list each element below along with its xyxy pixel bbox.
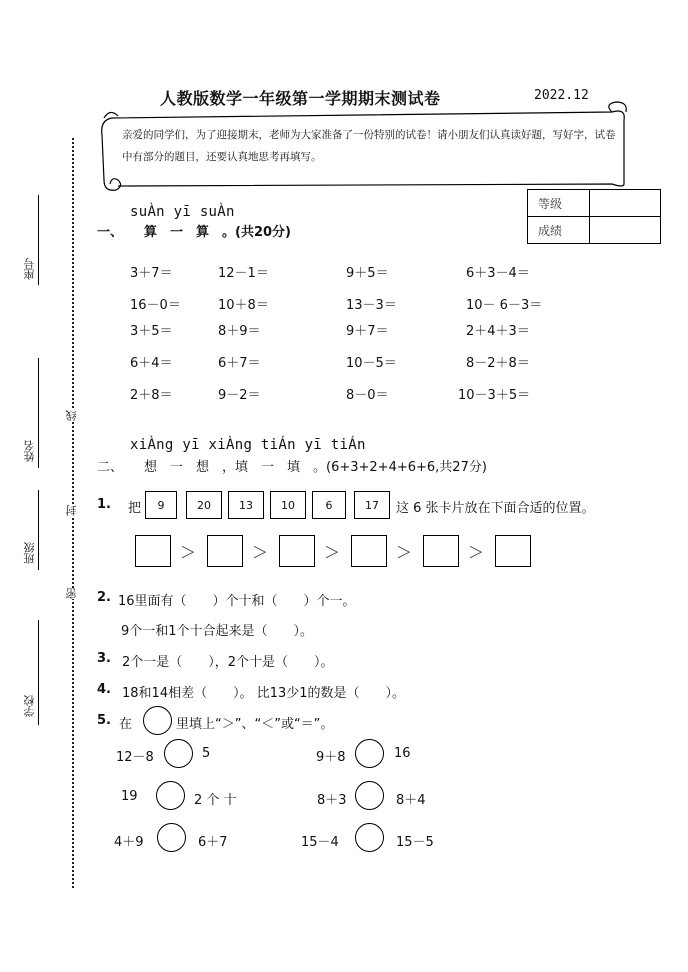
greater-than-sign: ＞ <box>324 543 341 562</box>
greater-than-sign: ＞ <box>252 543 269 562</box>
number-card: 17 <box>354 491 390 519</box>
expr-r3-c2: 8＋9＝ <box>218 324 261 339</box>
compare-left: 9＋8 <box>316 750 346 765</box>
q4-text: 18和14相差（ ）。 比13少1的数是（ ）。 <box>122 686 406 701</box>
q1-pre: 把 <box>128 501 142 516</box>
compare-left: 4＋9 <box>114 835 144 850</box>
grade-row <box>528 190 661 217</box>
q1-number: 1. <box>97 497 111 512</box>
compare-left: 8＋3 <box>317 793 347 808</box>
expr-r2-c4: 10－ 6－3＝ <box>466 298 543 313</box>
score-value[interactable] <box>590 217 661 244</box>
compare-circle[interactable] <box>355 739 384 768</box>
expr-r2-c3: 13－3＝ <box>346 298 397 313</box>
compare-right: 15－5 <box>396 835 434 850</box>
compare-circle[interactable] <box>355 823 384 852</box>
number-card: 9 <box>145 491 177 519</box>
section1-number: 一、 <box>97 225 124 240</box>
answer-box[interactable] <box>279 535 315 567</box>
answer-box[interactable] <box>135 535 171 567</box>
q2-number: 2. <box>97 590 111 605</box>
expr-r1-c2: 12－1＝ <box>218 266 269 281</box>
expr-r2-c1: 16－0＝ <box>130 298 181 313</box>
q4-number: 4. <box>97 682 111 697</box>
name-label: 姓名 <box>23 440 36 462</box>
q2-line1: 16里面有（ ）个十和（ ）个一。 <box>118 594 356 609</box>
compare-right: 16 <box>394 746 411 761</box>
expr-r3-c1: 3＋5＝ <box>130 324 173 339</box>
greater-than-sign: ＞ <box>396 543 413 562</box>
answer-box[interactable] <box>351 535 387 567</box>
school-write-line <box>38 620 39 725</box>
sample-circle <box>143 706 172 735</box>
q2-line2: 9个一和1个十合起来是（ ）。 <box>121 624 314 639</box>
number-card: 13 <box>228 491 264 519</box>
section2-number: 二、 <box>97 460 124 475</box>
expr-r5-c3: 8－0＝ <box>346 388 389 403</box>
seal-char-xian: 线 <box>65 410 78 421</box>
number-card: 10 <box>270 491 306 519</box>
compare-right: 5 <box>202 746 211 761</box>
number-card: 20 <box>186 491 222 519</box>
q5-pre: 在 <box>119 717 133 732</box>
section1-pinyin: suÀn yī suÀn <box>130 204 235 220</box>
seal-char-feng: 封 <box>65 505 78 516</box>
expr-r4-c2: 6＋7＝ <box>218 356 261 371</box>
grade-table <box>527 189 661 244</box>
expr-r2-c2: 10＋8＝ <box>218 298 269 313</box>
scroll-banner <box>0 0 688 200</box>
answer-box[interactable] <box>207 535 243 567</box>
grade-label: 等级 <box>528 190 590 217</box>
answer-box[interactable] <box>495 535 531 567</box>
expr-r4-c1: 6＋4＝ <box>130 356 173 371</box>
compare-circle[interactable] <box>156 781 185 810</box>
compare-circle[interactable] <box>164 739 193 768</box>
seat-write-line <box>38 195 39 285</box>
q1-post: 这 6 张卡片放在下面合适的位置。 <box>396 501 595 516</box>
expr-r5-c1: 2＋8＝ <box>130 388 173 403</box>
q5-number: 5. <box>97 713 111 728</box>
expr-r1-c4: 6＋3－4＝ <box>466 266 530 281</box>
class-label: 班级 <box>23 542 36 564</box>
greater-than-sign: ＞ <box>180 543 197 562</box>
page-title: 人教版数学一年级第一学期期末测试卷 <box>160 89 441 108</box>
section1-title: 算 一 算 。(共20分) <box>144 225 291 240</box>
grade-value[interactable] <box>590 190 661 217</box>
q3-text: 2个一是（ ），2个十是（ ）。 <box>122 655 334 670</box>
section2-title: 想 一 想 ，填 一 填 。(6+3+2+4+6+6,共27分) <box>144 460 487 475</box>
compare-right: 6＋7 <box>198 835 228 850</box>
exam-date: 2022.12 <box>534 88 589 103</box>
q3-number: 3. <box>97 651 111 666</box>
score-label: 成绩 <box>528 217 590 244</box>
class-write-line <box>38 490 39 570</box>
expr-r4-c3: 10－5＝ <box>346 356 397 371</box>
expr-r4-c4: 8－2＋8＝ <box>466 356 530 371</box>
compare-circle[interactable] <box>157 823 186 852</box>
name-write-line <box>38 358 39 468</box>
compare-right: 2 个 十 <box>194 793 237 808</box>
answer-box[interactable] <box>423 535 459 567</box>
expr-r5-c2: 9－2＝ <box>218 388 261 403</box>
expr-r1-c1: 3＋7＝ <box>130 266 173 281</box>
expr-r3-c4: 2＋4＋3＝ <box>466 324 530 339</box>
section2-pinyin: xiÀng yī xiÀng tiÁn yī tiÁn <box>130 437 366 453</box>
expr-r5-c4: 10－3＋5＝ <box>458 388 531 403</box>
greater-than-sign: ＞ <box>468 543 485 562</box>
compare-left: 12－8 <box>116 750 154 765</box>
number-card: 6 <box>312 491 346 519</box>
expr-r3-c3: 9＋7＝ <box>346 324 389 339</box>
q5-post: 里填上“＞”、“＜”或“＝”。 <box>176 717 334 732</box>
compare-right: 8＋4 <box>396 793 426 808</box>
score-row <box>528 217 661 244</box>
school-label: 学校 <box>23 695 36 717</box>
compare-left: 19 <box>121 789 138 804</box>
compare-circle[interactable] <box>355 781 384 810</box>
expr-r1-c3: 9＋5＝ <box>346 266 389 281</box>
intro-text: 亲爱的同学们，为了迎接期末，老师为大家准备了一份特别的试卷！请小朋友们认真读好题，写好字，试卷中有部分的题目，还要认真地思考再填写。 <box>122 129 616 163</box>
seal-char-mi: 密 <box>65 588 78 599</box>
compare-left: 15－4 <box>301 835 339 850</box>
seat-label: 座号 <box>23 258 36 280</box>
